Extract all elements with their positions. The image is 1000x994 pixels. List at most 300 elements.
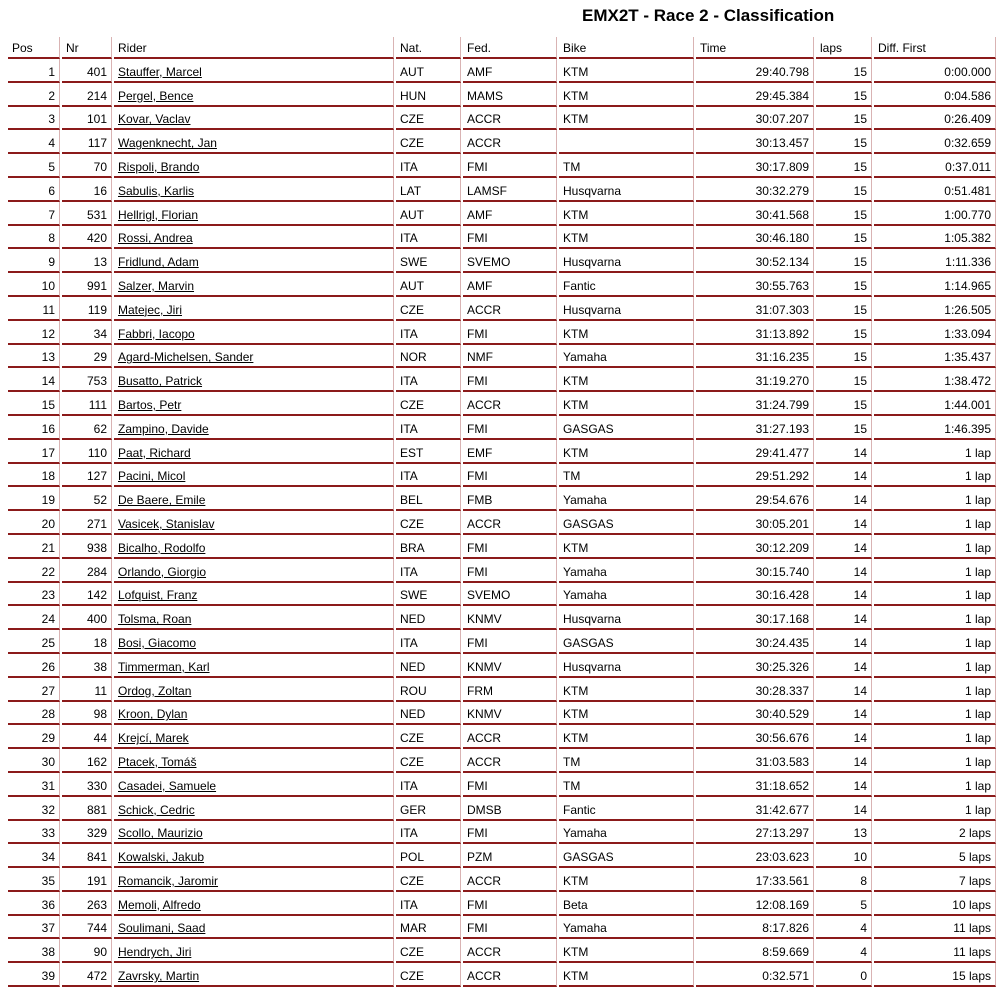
- cell-diff: 0:32.659: [874, 130, 996, 154]
- cell-laps: 14: [816, 606, 872, 630]
- cell-nat: ITA: [396, 321, 461, 345]
- cell-nat: SWE: [396, 249, 461, 273]
- cell-nat: ITA: [396, 559, 461, 583]
- cell-pos: 3: [8, 107, 60, 131]
- cell-nr: 117: [62, 130, 112, 154]
- cell-fed: LAMSF: [463, 178, 557, 202]
- cell-pos: 8: [8, 226, 60, 250]
- cell-nat: AUT: [396, 273, 461, 297]
- column-header-diff: Diff. First: [874, 37, 996, 59]
- cell-nat: BEL: [396, 487, 461, 511]
- cell-time: 30:13.457: [696, 130, 814, 154]
- cell-nat: CZE: [396, 868, 461, 892]
- table-row: [8, 654, 996, 678]
- rider-link[interactable]: Bartos, Petr: [118, 397, 182, 412]
- cell-diff: 1:14.965: [874, 273, 996, 297]
- cell-time: 8:59.669: [696, 939, 814, 963]
- cell-nat: ITA: [396, 773, 461, 797]
- cell-fed: EMF: [463, 440, 557, 464]
- cell-rider: [114, 416, 394, 440]
- column-header-pos: Pos: [8, 37, 60, 59]
- cell-nr: 18: [62, 630, 112, 654]
- cell-time: 29:54.676: [696, 487, 814, 511]
- cell-nr: 38: [62, 654, 112, 678]
- rider-link[interactable]: Tolsma, Roan: [118, 612, 192, 627]
- cell-fed: ACCR: [463, 297, 557, 321]
- cell-nat: MAR: [396, 916, 461, 940]
- table-row: [8, 130, 996, 154]
- cell-bike: [559, 130, 694, 154]
- cell-diff: 1 lap: [874, 678, 996, 702]
- cell-rider: [114, 59, 394, 83]
- table-row: [8, 583, 996, 607]
- cell-fed: SVEMO: [463, 583, 557, 607]
- cell-bike: KTM: [559, 226, 694, 250]
- rider-link[interactable]: Zampino, Davide: [118, 421, 209, 436]
- classification-table: [6, 37, 998, 987]
- cell-bike: Yamaha: [559, 916, 694, 940]
- cell-laps: 14: [816, 773, 872, 797]
- cell-time: 30:55.763: [696, 273, 814, 297]
- rider-link[interactable]: Kowalski, Jakub: [118, 850, 205, 865]
- cell-fed: ACCR: [463, 749, 557, 773]
- cell-fed: KNMV: [463, 606, 557, 630]
- cell-bike: KTM: [559, 392, 694, 416]
- cell-fed: ACCR: [463, 963, 557, 987]
- cell-nr: 420: [62, 226, 112, 250]
- cell-nr: 98: [62, 702, 112, 726]
- cell-fed: FMI: [463, 559, 557, 583]
- cell-rider: [114, 249, 394, 273]
- cell-pos: 39: [8, 963, 60, 987]
- cell-laps: 14: [816, 487, 872, 511]
- table-row: [8, 83, 996, 107]
- column-header-fed: Fed.: [463, 37, 557, 59]
- cell-time: 30:17.809: [696, 154, 814, 178]
- rider-link[interactable]: Agard-Michelsen, Sander: [118, 350, 254, 365]
- cell-time: 12:08.169: [696, 892, 814, 916]
- cell-pos: 1: [8, 59, 60, 83]
- cell-fed: ACCR: [463, 511, 557, 535]
- cell-laps: 15: [816, 226, 872, 250]
- rider-link[interactable]: Vasicek, Stanislav: [118, 516, 215, 531]
- cell-rider: [114, 392, 394, 416]
- cell-pos: 9: [8, 249, 60, 273]
- cell-nat: ITA: [396, 464, 461, 488]
- table-row: [8, 154, 996, 178]
- rider-link[interactable]: Pergel, Bence: [118, 88, 194, 103]
- cell-bike: Yamaha: [559, 345, 694, 369]
- page-title-bar: [0, 6, 1000, 30]
- cell-diff: 1 lap: [874, 797, 996, 821]
- cell-diff: 1 lap: [874, 725, 996, 749]
- cell-nr: 29: [62, 345, 112, 369]
- cell-nr: 127: [62, 464, 112, 488]
- cell-diff: 1 lap: [874, 630, 996, 654]
- cell-nr: 472: [62, 963, 112, 987]
- cell-fed: AMF: [463, 59, 557, 83]
- table-row: [8, 249, 996, 273]
- cell-nat: CZE: [396, 511, 461, 535]
- cell-pos: 15: [8, 392, 60, 416]
- cell-diff: 5 laps: [874, 844, 996, 868]
- cell-nat: CZE: [396, 297, 461, 321]
- rider-link[interactable]: Hellrigl, Florian: [118, 207, 199, 222]
- cell-diff: 1 lap: [874, 464, 996, 488]
- cell-diff: 1 lap: [874, 487, 996, 511]
- cell-diff: 1 lap: [874, 702, 996, 726]
- cell-nr: 142: [62, 583, 112, 607]
- cell-nr: 90: [62, 939, 112, 963]
- cell-pos: 4: [8, 130, 60, 154]
- cell-nat: ITA: [396, 226, 461, 250]
- rider-link[interactable]: Timmerman, Karl: [118, 659, 210, 674]
- cell-nr: 191: [62, 868, 112, 892]
- cell-time: 31:42.677: [696, 797, 814, 821]
- rider-link[interactable]: Romancik, Jaromir: [118, 873, 219, 888]
- rider-link[interactable]: Busatto, Patrick: [118, 374, 203, 389]
- cell-nat: LAT: [396, 178, 461, 202]
- rider-link[interactable]: Ordog, Zoltan: [118, 683, 192, 698]
- cell-bike: TM: [559, 464, 694, 488]
- cell-bike: GASGAS: [559, 630, 694, 654]
- rider-link[interactable]: Zavrsky, Martin: [118, 969, 200, 984]
- table-row: [8, 440, 996, 464]
- cell-bike: KTM: [559, 440, 694, 464]
- cell-pos: 13: [8, 345, 60, 369]
- cell-fed: FMI: [463, 916, 557, 940]
- cell-diff: 10 laps: [874, 892, 996, 916]
- cell-laps: 15: [816, 249, 872, 273]
- cell-bike: GASGAS: [559, 844, 694, 868]
- table-row: [8, 892, 996, 916]
- rider-link[interactable]: Scollo, Maurizio: [118, 826, 203, 841]
- cell-time: 31:03.583: [696, 749, 814, 773]
- cell-nr: 13: [62, 249, 112, 273]
- cell-fed: DMSB: [463, 797, 557, 821]
- cell-pos: 12: [8, 321, 60, 345]
- cell-nr: 101: [62, 107, 112, 131]
- table-row: [8, 559, 996, 583]
- cell-rider: [114, 202, 394, 226]
- table-row: [8, 725, 996, 749]
- cell-time: 30:28.337: [696, 678, 814, 702]
- cell-rider: [114, 178, 394, 202]
- cell-nat: ITA: [396, 892, 461, 916]
- cell-nr: 991: [62, 273, 112, 297]
- cell-fed: KNMV: [463, 702, 557, 726]
- cell-nat: CZE: [396, 963, 461, 987]
- cell-fed: FMI: [463, 821, 557, 845]
- rider-link[interactable]: Rossi, Andrea: [118, 231, 193, 246]
- cell-time: 31:27.193: [696, 416, 814, 440]
- cell-diff: 0:51.481: [874, 178, 996, 202]
- rider-link[interactable]: Orlando, Giorgio: [118, 564, 207, 579]
- cell-bike: KTM: [559, 702, 694, 726]
- cell-rider: [114, 773, 394, 797]
- cell-fed: NMF: [463, 345, 557, 369]
- cell-fed: MAMS: [463, 83, 557, 107]
- table-row: [8, 749, 996, 773]
- cell-fed: ACCR: [463, 868, 557, 892]
- cell-nat: ITA: [396, 368, 461, 392]
- cell-time: 29:51.292: [696, 464, 814, 488]
- rider-link[interactable]: Rispoli, Brando: [118, 159, 200, 174]
- table-row: [8, 606, 996, 630]
- cell-rider: [114, 487, 394, 511]
- column-header-laps: laps: [816, 37, 872, 59]
- cell-time: 31:18.652: [696, 773, 814, 797]
- cell-diff: 0:37.011: [874, 154, 996, 178]
- cell-time: 27:13.297: [696, 821, 814, 845]
- cell-laps: 4: [816, 916, 872, 940]
- cell-bike: KTM: [559, 963, 694, 987]
- table-row: [8, 868, 996, 892]
- cell-pos: 5: [8, 154, 60, 178]
- cell-laps: 14: [816, 749, 872, 773]
- table-body: [8, 59, 996, 987]
- cell-laps: 14: [816, 725, 872, 749]
- cell-pos: 36: [8, 892, 60, 916]
- cell-bike: Husqvarna: [559, 178, 694, 202]
- cell-bike: TM: [559, 154, 694, 178]
- cell-rider: [114, 654, 394, 678]
- cell-nr: 11: [62, 678, 112, 702]
- cell-rider: [114, 440, 394, 464]
- cell-rider: [114, 345, 394, 369]
- cell-diff: 1 lap: [874, 440, 996, 464]
- cell-bike: Yamaha: [559, 487, 694, 511]
- cell-nat: ITA: [396, 154, 461, 178]
- cell-pos: 11: [8, 297, 60, 321]
- rider-link[interactable]: Fridlund, Adam: [118, 255, 199, 270]
- cell-laps: 5: [816, 892, 872, 916]
- cell-nat: NOR: [396, 345, 461, 369]
- cell-bike: KTM: [559, 202, 694, 226]
- cell-rider: [114, 797, 394, 821]
- cell-time: 29:45.384: [696, 83, 814, 107]
- cell-time: 30:52.134: [696, 249, 814, 273]
- rider-link[interactable]: Kovar, Vaclav: [118, 112, 191, 127]
- cell-nat: ITA: [396, 630, 461, 654]
- cell-pos: 19: [8, 487, 60, 511]
- cell-diff: 1 lap: [874, 773, 996, 797]
- cell-rider: [114, 868, 394, 892]
- cell-time: 8:17.826: [696, 916, 814, 940]
- cell-diff: 1 lap: [874, 559, 996, 583]
- table-row: [8, 107, 996, 131]
- cell-nr: 938: [62, 535, 112, 559]
- table-row: [8, 939, 996, 963]
- column-header-rider: Rider: [114, 37, 394, 59]
- rider-link[interactable]: Kroon, Dylan: [118, 707, 188, 722]
- cell-rider: [114, 130, 394, 154]
- cell-pos: 6: [8, 178, 60, 202]
- cell-time: 0:32.571: [696, 963, 814, 987]
- rider-link[interactable]: Sabulis, Karlis: [118, 183, 195, 198]
- cell-pos: 22: [8, 559, 60, 583]
- table-row: [8, 511, 996, 535]
- cell-time: 29:40.798: [696, 59, 814, 83]
- cell-time: 30:15.740: [696, 559, 814, 583]
- rider-link[interactable]: Matejec, Jiri: [118, 302, 183, 317]
- cell-rider: [114, 511, 394, 535]
- rider-link[interactable]: Lofquist, Franz: [118, 588, 198, 603]
- cell-fed: AMF: [463, 202, 557, 226]
- cell-fed: FRM: [463, 678, 557, 702]
- cell-fed: ACCR: [463, 130, 557, 154]
- cell-time: 30:32.279: [696, 178, 814, 202]
- cell-diff: 1 lap: [874, 606, 996, 630]
- rider-link[interactable]: De Baere, Emile: [118, 493, 206, 508]
- cell-nat: NED: [396, 654, 461, 678]
- cell-nat: ROU: [396, 678, 461, 702]
- cell-fed: FMI: [463, 321, 557, 345]
- cell-diff: 0:26.409: [874, 107, 996, 131]
- cell-nat: BRA: [396, 535, 461, 559]
- cell-rider: [114, 939, 394, 963]
- cell-rider: [114, 678, 394, 702]
- cell-bike: KTM: [559, 107, 694, 131]
- cell-rider: [114, 749, 394, 773]
- rider-link[interactable]: Casadei, Samuele: [118, 778, 217, 793]
- table-row: [8, 226, 996, 250]
- rider-link[interactable]: Soulimani, Saad: [118, 921, 206, 936]
- cell-pos: 25: [8, 630, 60, 654]
- cell-nat: CZE: [396, 130, 461, 154]
- cell-fed: FMI: [463, 630, 557, 654]
- cell-nr: 62: [62, 416, 112, 440]
- rider-link[interactable]: Hendrych, Jiri: [118, 945, 192, 960]
- cell-pos: 20: [8, 511, 60, 535]
- rider-link[interactable]: Memoli, Alfredo: [118, 897, 201, 912]
- cell-nat: ITA: [396, 416, 461, 440]
- cell-nr: 330: [62, 773, 112, 797]
- cell-nat: AUT: [396, 202, 461, 226]
- table-row: [8, 773, 996, 797]
- cell-pos: 37: [8, 916, 60, 940]
- cell-time: 31:13.892: [696, 321, 814, 345]
- cell-pos: 33: [8, 821, 60, 845]
- cell-nr: 111: [62, 392, 112, 416]
- cell-diff: 11 laps: [874, 939, 996, 963]
- cell-rider: [114, 916, 394, 940]
- cell-bike: Yamaha: [559, 821, 694, 845]
- cell-diff: 1 lap: [874, 583, 996, 607]
- cell-fed: FMB: [463, 487, 557, 511]
- cell-bike: Beta: [559, 892, 694, 916]
- cell-time: 30:17.168: [696, 606, 814, 630]
- cell-pos: 10: [8, 273, 60, 297]
- cell-nat: CZE: [396, 107, 461, 131]
- rider-link[interactable]: Ptacek, Tomáš: [118, 754, 197, 769]
- cell-bike: KTM: [559, 868, 694, 892]
- table-row: [8, 59, 996, 83]
- column-header-time: Time: [696, 37, 814, 59]
- cell-laps: 14: [816, 464, 872, 488]
- cell-pos: 2: [8, 83, 60, 107]
- cell-bike: KTM: [559, 939, 694, 963]
- rider-link[interactable]: Bicalho, Rodolfo: [118, 540, 206, 555]
- cell-rider: [114, 559, 394, 583]
- cell-nat: CZE: [396, 939, 461, 963]
- cell-bike: TM: [559, 773, 694, 797]
- rider-link[interactable]: Stauffer, Marcel: [118, 64, 202, 79]
- cell-time: 29:41.477: [696, 440, 814, 464]
- cell-diff: 1:05.382: [874, 226, 996, 250]
- cell-time: 31:19.270: [696, 368, 814, 392]
- table-row: [8, 416, 996, 440]
- rider-link[interactable]: Bosi, Giacomo: [118, 635, 197, 650]
- cell-fed: ACCR: [463, 392, 557, 416]
- cell-fed: AMF: [463, 273, 557, 297]
- cell-time: 30:56.676: [696, 725, 814, 749]
- table-row: [8, 963, 996, 987]
- cell-rider: [114, 583, 394, 607]
- column-header-nr: Nr: [62, 37, 112, 59]
- cell-bike: KTM: [559, 725, 694, 749]
- table-row: [8, 797, 996, 821]
- table-row: [8, 535, 996, 559]
- rider-link[interactable]: Salzer, Marvin: [118, 278, 195, 293]
- cell-pos: 26: [8, 654, 60, 678]
- cell-nat: ITA: [396, 821, 461, 845]
- cell-laps: 15: [816, 107, 872, 131]
- cell-nat: CZE: [396, 725, 461, 749]
- cell-rider: [114, 535, 394, 559]
- rider-link[interactable]: Fabbri, Iacopo: [118, 326, 195, 341]
- cell-rider: [114, 83, 394, 107]
- rider-link[interactable]: Wagenknecht, Jan: [118, 136, 217, 151]
- cell-bike: Yamaha: [559, 583, 694, 607]
- cell-nr: 531: [62, 202, 112, 226]
- cell-rider: [114, 297, 394, 321]
- rider-link[interactable]: Krejcí, Marek: [118, 731, 189, 746]
- cell-fed: FMI: [463, 535, 557, 559]
- cell-pos: 17: [8, 440, 60, 464]
- cell-bike: KTM: [559, 535, 694, 559]
- cell-bike: GASGAS: [559, 416, 694, 440]
- cell-diff: 1:00.770: [874, 202, 996, 226]
- cell-laps: 15: [816, 345, 872, 369]
- table-row: [8, 844, 996, 868]
- cell-nr: 70: [62, 154, 112, 178]
- table-header-row: [8, 37, 996, 59]
- rider-link[interactable]: Paat, Richard: [118, 445, 191, 460]
- cell-diff: 1:46.395: [874, 416, 996, 440]
- table-row: [8, 821, 996, 845]
- cell-nat: HUN: [396, 83, 461, 107]
- cell-laps: 15: [816, 202, 872, 226]
- table-row: [8, 916, 996, 940]
- cell-laps: 14: [816, 583, 872, 607]
- cell-pos: 16: [8, 416, 60, 440]
- cell-bike: GASGAS: [559, 511, 694, 535]
- cell-rider: [114, 321, 394, 345]
- cell-pos: 29: [8, 725, 60, 749]
- cell-laps: 15: [816, 273, 872, 297]
- cell-pos: 32: [8, 797, 60, 821]
- cell-fed: SVEMO: [463, 249, 557, 273]
- cell-diff: 0:00.000: [874, 59, 996, 83]
- cell-rider: [114, 630, 394, 654]
- cell-time: 23:03.623: [696, 844, 814, 868]
- rider-link[interactable]: Schick, Cedric: [118, 802, 195, 817]
- column-header-nat: Nat.: [396, 37, 461, 59]
- table-row: [8, 392, 996, 416]
- rider-link[interactable]: Pacini, Micol: [118, 469, 186, 484]
- cell-pos: 27: [8, 678, 60, 702]
